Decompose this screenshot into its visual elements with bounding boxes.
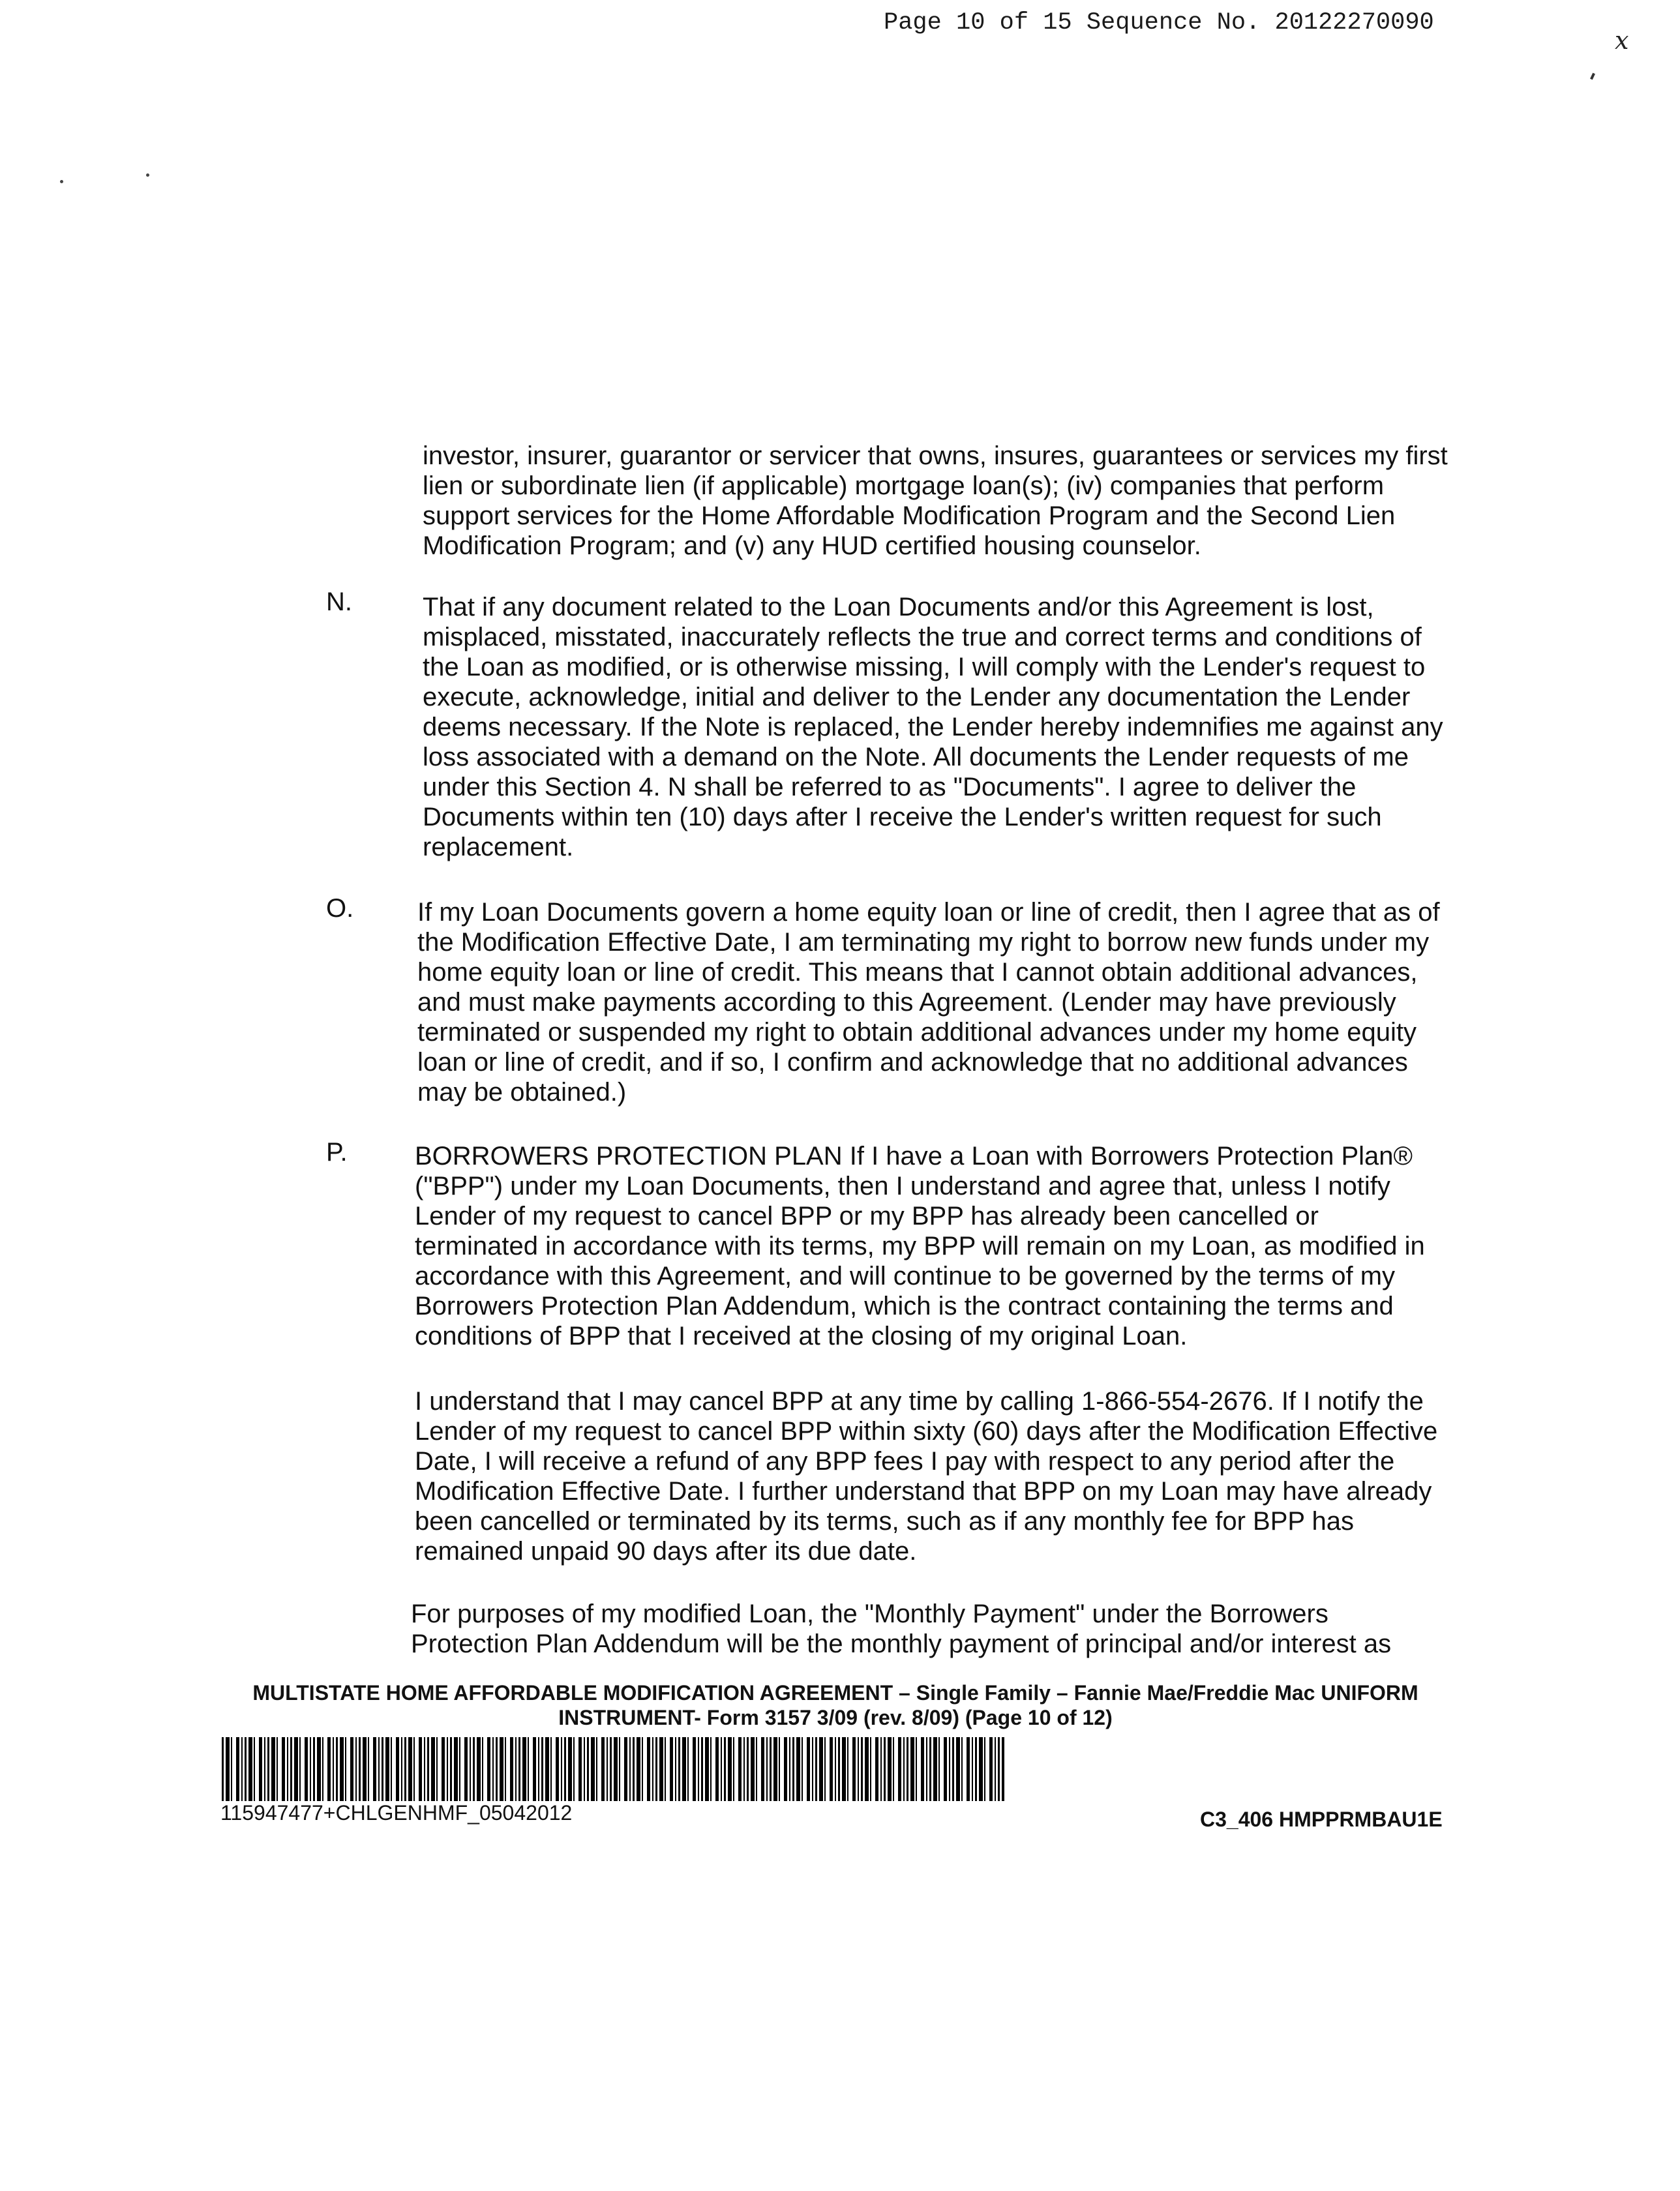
handwritten-margin-mark: x (1615, 26, 1629, 55)
section-label-n: N. (326, 588, 352, 616)
section-o-text: If my Loan Documents govern a home equity loan or line of credit, then I agree that as of the Modification Effective Date, I am terminating my right to borrow new funds under my home equity loan or line of credit. This means that I cannot obtain additional advances, and must make payments according to this Agreement. (Lender may have previously terminated or suspended my right to obtain additional advances under my home equity loan or line of credit, and if so, I confirm and acknowledge that no additional advances may be obtained.) (417, 898, 1440, 1107)
form-title-line-2: INSTRUMENT- Form 3157 3/09 (rev. 8/09) (Page 10 of 12) (558, 1706, 1113, 1729)
section-n-text: That if any document related to the Loan Documents and/or this Agreement is lost, misplaced, misstated, inaccurately reflects the true and correct terms and conditions of the Loan as modified, or is otherwise missing, I will comply with the Lender's request to execute, acknowledge, initial and deliver to the Lender any documentation the Lender deems necessary. If the Note is replaced, the Lender hereby indemnifies me against any loss associated with a demand on the Note. All documents the Lender requests of me under this Section 4. N shall be referred to as "Documents". I agree to deliver the Documents within ten (10) days after I receive the Lender's written request for such replacement. (423, 593, 1443, 861)
section-label-o: O. (326, 894, 354, 923)
pen-tick-mark (1590, 73, 1595, 80)
section-p-text: BORROWERS PROTECTION PLAN If I have a Loan with Borrowers Protection Plan® ("BPP") under my Loan Documents, then I understand and agree that, unless I notify Lender of my request to cancel BPP or my BPP has already been cancelled or terminated in accordance with its terms, my BPP will remain on my Loan, as modified in accordance with this Agreement, and will continue to be governed by the terms of my Borrowers Protection Plan Addendum, which is the contract containing the terms and conditions of BPP that I received at the closing of my original Loan. (415, 1142, 1425, 1350)
page-sequence-header: Page 10 of 15 Sequence No. 20122270090 (884, 9, 1434, 37)
section-label-p: P. (326, 1138, 348, 1167)
scan-speck (146, 173, 149, 177)
barcode-number: 115947477+CHLGENHMF_05042012 (220, 1801, 573, 1825)
continuation-paragraph: investor, insurer, guarantor or servicer that owns, insures, guarantees or services my first lien or subordinate lien (if applicable) mortgage loan(s); (iv) companies that perform support services for the Home Affordable Modification Program and the Second Lien Modification Program; and (v) any HUD certified housing counselor. (423, 441, 1448, 560)
scan-speck (60, 180, 63, 183)
barcode-image (222, 1737, 1004, 1801)
section-p-paragraph-2: I understand that I may cancel BPP at any time by calling 1-866-554-2676. If I notify the Lender of my request to cancel BPP within sixty (60) days after the Modification Effective Date, I will receive a refund of any BPP fees I pay with respect to any period after the Modification Effective Date. I further understand that BPP on my Loan may have already been cancelled or terminated by its terms, such as if any monthly fee for BPP has remained unpaid 90 days after its due date. (415, 1387, 1438, 1566)
form-title-line-1: MULTISTATE HOME AFFORDABLE MODIFICATION AGREEMENT – Single Family – Fannie Mae/Freddie Mac UNIFORM (252, 1681, 1418, 1705)
section-p-paragraph-3: For purposes of my modified Loan, the "Monthly Payment" under the Borrowers Protection Plan Addendum will be the monthly payment of principal and/or interest as (411, 1600, 1392, 1658)
form-code: C3_406 HMPPRMBAU1E (1200, 1808, 1443, 1831)
